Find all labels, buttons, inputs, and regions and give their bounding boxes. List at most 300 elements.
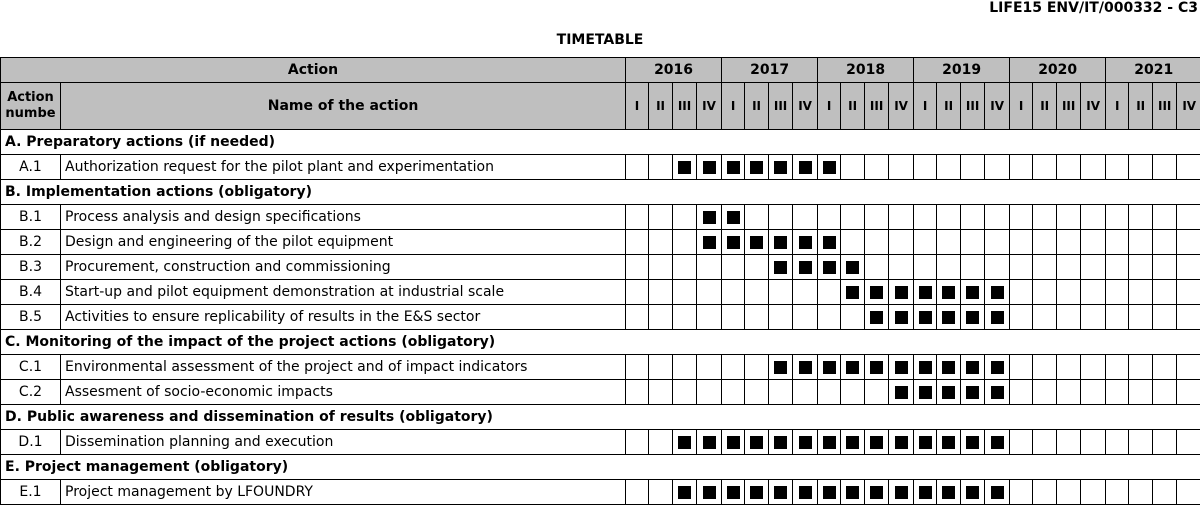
quarter-cell (673, 230, 697, 255)
header-row-quarters (1, 83, 1200, 130)
quarter-cell (793, 380, 818, 405)
scheduled-marker (799, 486, 812, 499)
page-title: TIMETABLE (556, 32, 644, 48)
quarter-cell (1129, 305, 1153, 330)
quarter-cell (769, 255, 793, 280)
quarter-cell (1106, 255, 1129, 280)
quarter-cell (1081, 205, 1106, 230)
scheduled-marker (799, 361, 812, 374)
quarter-cell (1033, 430, 1057, 455)
quarter-cell (818, 280, 841, 305)
quarter-cell (841, 155, 865, 180)
quarter-cell (1106, 155, 1129, 180)
quarter-cell (1033, 380, 1057, 405)
quarter-cell (841, 480, 865, 505)
quarter-cell (985, 480, 1010, 505)
quarter-cell (1129, 480, 1153, 505)
quarter-cell (1153, 480, 1177, 505)
quarter-cell (865, 355, 889, 380)
quarter-cell (1010, 255, 1033, 280)
quarter-cell (914, 280, 937, 305)
action-name: Procurement, construction and commissioning (61, 255, 626, 280)
quarter-cell (937, 230, 961, 255)
quarter-cell (818, 230, 841, 255)
quarter-cell (649, 255, 673, 280)
scheduled-marker (870, 286, 883, 299)
quarter-header: I (1106, 83, 1129, 130)
scheduled-marker (823, 486, 836, 499)
quarter-cell (722, 380, 745, 405)
quarter-cell (1057, 480, 1081, 505)
section-title: B. Implementation actions (obligatory) (1, 180, 1200, 205)
quarter-header: I (914, 83, 937, 130)
scheduled-marker (703, 486, 716, 499)
quarter-cell (937, 480, 961, 505)
quarter-cell (889, 155, 914, 180)
scheduled-marker (991, 386, 1004, 399)
quarter-cell (722, 255, 745, 280)
quarter-cell (1033, 230, 1057, 255)
quarter-cell (745, 355, 769, 380)
quarter-cell (1057, 305, 1081, 330)
quarter-cell (914, 380, 937, 405)
quarter-cell (769, 380, 793, 405)
quarter-cell (937, 430, 961, 455)
quarter-cell (937, 305, 961, 330)
quarter-cell (722, 430, 745, 455)
quarter-cell (865, 155, 889, 180)
quarter-cell (1057, 255, 1081, 280)
scheduled-marker (919, 286, 932, 299)
quarter-header: III (1153, 83, 1177, 130)
quarter-cell (697, 155, 722, 180)
quarter-cell (626, 230, 649, 255)
quarter-cell (1129, 280, 1153, 305)
scheduled-marker (774, 161, 787, 174)
quarter-cell (841, 380, 865, 405)
quarter-cell (961, 480, 985, 505)
quarter-cell (1081, 480, 1106, 505)
quarter-cell (1177, 380, 1200, 405)
scheduled-marker (727, 436, 740, 449)
quarter-cell (793, 230, 818, 255)
action-name: Project management by LFOUNDRY (61, 480, 626, 505)
action-name-header: Name of the action (61, 83, 626, 130)
action-row (1, 155, 1200, 180)
scheduled-marker (823, 261, 836, 274)
quarter-header: IV (1081, 83, 1106, 130)
scheduled-marker (895, 286, 908, 299)
quarter-cell (1177, 430, 1200, 455)
action-number: C.1 (1, 355, 61, 380)
quarter-header: II (841, 83, 865, 130)
quarter-cell (1010, 380, 1033, 405)
quarter-cell (673, 355, 697, 380)
scheduled-marker (846, 286, 859, 299)
quarter-cell (793, 480, 818, 505)
scheduled-marker (942, 286, 955, 299)
quarter-header: IV (985, 83, 1010, 130)
quarter-cell (985, 280, 1010, 305)
quarter-cell (1177, 355, 1200, 380)
scheduled-marker (823, 161, 836, 174)
quarter-cell (818, 205, 841, 230)
action-number: C.2 (1, 380, 61, 405)
year-header: 2021 (1106, 58, 1200, 83)
action-row (1, 305, 1200, 330)
quarter-cell (985, 230, 1010, 255)
quarter-cell (961, 430, 985, 455)
action-number: B.5 (1, 305, 61, 330)
quarter-cell (697, 255, 722, 280)
scheduled-marker (895, 486, 908, 499)
quarter-cell (1010, 205, 1033, 230)
quarter-cell (1177, 480, 1200, 505)
quarter-cell (889, 355, 914, 380)
quarter-cell (818, 355, 841, 380)
quarter-cell (626, 430, 649, 455)
quarter-cell (1153, 355, 1177, 380)
quarter-cell (1129, 430, 1153, 455)
quarter-cell (1106, 380, 1129, 405)
section-row (1, 405, 1200, 430)
scheduled-marker (870, 311, 883, 324)
quarter-cell (985, 380, 1010, 405)
scheduled-marker (727, 211, 740, 224)
quarter-cell (1081, 355, 1106, 380)
scheduled-marker (895, 361, 908, 374)
scheduled-marker (799, 436, 812, 449)
scheduled-marker (774, 436, 787, 449)
quarter-cell (697, 280, 722, 305)
quarter-cell (697, 480, 722, 505)
quarter-cell (865, 305, 889, 330)
quarter-cell (649, 305, 673, 330)
scheduled-marker (750, 436, 763, 449)
quarter-cell (626, 155, 649, 180)
quarter-cell (722, 305, 745, 330)
quarter-cell (649, 155, 673, 180)
scheduled-marker (846, 261, 859, 274)
action-number: D.1 (1, 430, 61, 455)
quarter-cell (937, 355, 961, 380)
scheduled-marker (799, 161, 812, 174)
quarter-cell (889, 305, 914, 330)
scheduled-marker (919, 486, 932, 499)
quarter-cell (865, 430, 889, 455)
quarter-cell (649, 280, 673, 305)
scheduled-marker (703, 236, 716, 249)
quarter-cell (961, 230, 985, 255)
scheduled-marker (727, 161, 740, 174)
quarter-header: IV (1177, 83, 1200, 130)
quarter-cell (1081, 380, 1106, 405)
action-number: E.1 (1, 480, 61, 505)
quarter-cell (673, 155, 697, 180)
scheduled-marker (678, 436, 691, 449)
quarter-cell (1177, 305, 1200, 330)
quarter-cell (673, 255, 697, 280)
scheduled-marker (966, 386, 979, 399)
quarter-cell (1177, 280, 1200, 305)
quarter-cell (626, 255, 649, 280)
quarter-header: IV (889, 83, 914, 130)
quarter-cell (961, 355, 985, 380)
quarter-header: III (1057, 83, 1081, 130)
quarter-cell (985, 255, 1010, 280)
quarter-cell (769, 430, 793, 455)
quarter-cell (914, 205, 937, 230)
quarter-cell (745, 430, 769, 455)
quarter-cell (841, 305, 865, 330)
quarter-cell (865, 380, 889, 405)
quarter-cell (745, 255, 769, 280)
scheduled-marker (727, 486, 740, 499)
quarter-cell (649, 230, 673, 255)
year-header: 2016 (626, 58, 722, 83)
quarter-cell (697, 355, 722, 380)
quarter-cell (1057, 380, 1081, 405)
quarter-cell (914, 355, 937, 380)
quarter-cell (1153, 205, 1177, 230)
quarter-header: I (1010, 83, 1033, 130)
quarter-cell (1010, 305, 1033, 330)
quarter-header: II (1129, 83, 1153, 130)
quarter-cell (1010, 430, 1033, 455)
year-header: 2019 (914, 58, 1010, 83)
section-row (1, 130, 1200, 155)
quarter-cell (889, 230, 914, 255)
quarter-cell (1057, 205, 1081, 230)
quarter-cell (793, 205, 818, 230)
quarter-cell (818, 430, 841, 455)
scheduled-marker (774, 236, 787, 249)
quarter-header: II (745, 83, 769, 130)
quarter-cell (1057, 355, 1081, 380)
quarter-cell (769, 355, 793, 380)
action-name: Environmental assessment of the project and of impact indicators (61, 355, 626, 380)
quarter-cell (841, 355, 865, 380)
section-row (1, 455, 1200, 480)
quarter-cell (889, 205, 914, 230)
quarter-cell (1057, 430, 1081, 455)
quarter-cell (1081, 155, 1106, 180)
quarter-cell (841, 205, 865, 230)
quarter-cell (769, 480, 793, 505)
quarter-header: IV (793, 83, 818, 130)
quarter-cell (649, 355, 673, 380)
quarter-cell (745, 155, 769, 180)
action-row (1, 280, 1200, 305)
quarter-cell (1033, 205, 1057, 230)
scheduled-marker (678, 161, 691, 174)
quarter-cell (1081, 255, 1106, 280)
quarter-cell (673, 280, 697, 305)
quarter-cell (914, 305, 937, 330)
action-name: Assesment of socio-economic impacts (61, 380, 626, 405)
quarter-cell (841, 430, 865, 455)
action-row (1, 380, 1200, 405)
scheduled-marker (919, 361, 932, 374)
scheduled-marker (966, 361, 979, 374)
quarter-cell (1033, 255, 1057, 280)
quarter-cell (914, 430, 937, 455)
action-name: Start-up and pilot equipment demonstration at industrial scale (61, 280, 626, 305)
scheduled-marker (774, 361, 787, 374)
quarter-cell (1153, 155, 1177, 180)
quarter-cell (1153, 280, 1177, 305)
quarter-cell (1177, 205, 1200, 230)
action-number: B.1 (1, 205, 61, 230)
section-row (1, 330, 1200, 355)
quarter-cell (769, 280, 793, 305)
quarter-cell (649, 380, 673, 405)
quarter-cell (914, 255, 937, 280)
section-row (1, 180, 1200, 205)
quarter-cell (649, 480, 673, 505)
quarter-cell (818, 255, 841, 280)
scheduled-marker (942, 486, 955, 499)
quarter-cell (818, 480, 841, 505)
quarter-cell (1106, 480, 1129, 505)
quarter-cell (1081, 280, 1106, 305)
quarter-header: II (1033, 83, 1057, 130)
quarter-cell (745, 380, 769, 405)
timetable (0, 57, 1200, 505)
quarter-cell (961, 280, 985, 305)
quarter-header: II (649, 83, 673, 130)
quarter-cell (745, 305, 769, 330)
quarter-cell (961, 380, 985, 405)
scheduled-marker (870, 486, 883, 499)
scheduled-marker (750, 236, 763, 249)
quarter-cell (937, 155, 961, 180)
quarter-cell (626, 480, 649, 505)
scheduled-marker (991, 361, 1004, 374)
quarter-cell (626, 280, 649, 305)
quarter-cell (818, 305, 841, 330)
quarter-cell (889, 430, 914, 455)
quarter-cell (889, 380, 914, 405)
quarter-cell (697, 205, 722, 230)
scheduled-marker (750, 161, 763, 174)
quarter-cell (1033, 155, 1057, 180)
scheduled-marker (991, 486, 1004, 499)
quarter-cell (961, 205, 985, 230)
section-title: C. Monitoring of the impact of the project actions (obligatory) (1, 330, 1200, 355)
scheduled-marker (870, 361, 883, 374)
quarter-cell (722, 280, 745, 305)
scheduled-marker (991, 436, 1004, 449)
scheduled-marker (703, 161, 716, 174)
quarter-cell (1033, 280, 1057, 305)
scheduled-marker (774, 486, 787, 499)
quarter-cell (1057, 155, 1081, 180)
quarter-cell (673, 430, 697, 455)
action-name: Design and engineering of the pilot equipment (61, 230, 626, 255)
quarter-cell (961, 255, 985, 280)
quarter-cell (1153, 255, 1177, 280)
action-number-header: Action numbe (1, 83, 61, 130)
quarter-cell (649, 205, 673, 230)
quarter-header: I (722, 83, 745, 130)
scheduled-marker (966, 436, 979, 449)
section-title: E. Project management (obligatory) (1, 455, 1200, 480)
quarter-cell (745, 205, 769, 230)
quarter-cell (1129, 230, 1153, 255)
scheduled-marker (919, 311, 932, 324)
quarter-cell (697, 380, 722, 405)
scheduled-marker (919, 436, 932, 449)
action-header: Action (1, 58, 626, 83)
action-name: Authorization request for the pilot plant and experimentation (61, 155, 626, 180)
quarter-cell (865, 230, 889, 255)
quarter-cell (889, 255, 914, 280)
action-name: Dissemination planning and execution (61, 430, 626, 455)
quarter-cell (985, 355, 1010, 380)
scheduled-marker (678, 486, 691, 499)
scheduled-marker (966, 286, 979, 299)
scheduled-marker (991, 311, 1004, 324)
document-reference: LIFE15 ENV/IT/000332 - C3 (989, 0, 1198, 16)
scheduled-marker (870, 436, 883, 449)
quarter-cell (1010, 230, 1033, 255)
scheduled-marker (846, 486, 859, 499)
quarter-cell (841, 280, 865, 305)
quarter-cell (722, 230, 745, 255)
quarter-cell (961, 155, 985, 180)
quarter-cell (1057, 230, 1081, 255)
action-number: B.4 (1, 280, 61, 305)
quarter-cell (1129, 155, 1153, 180)
quarter-cell (1033, 355, 1057, 380)
quarter-cell (769, 155, 793, 180)
quarter-cell (914, 480, 937, 505)
quarter-header: III (769, 83, 793, 130)
header-row-years (1, 58, 1200, 83)
quarter-cell (745, 480, 769, 505)
quarter-cell (985, 305, 1010, 330)
quarter-cell (1129, 205, 1153, 230)
section-title: A. Preparatory actions (if needed) (1, 130, 1200, 155)
quarter-cell (1177, 230, 1200, 255)
quarter-cell (673, 480, 697, 505)
quarter-cell (914, 230, 937, 255)
quarter-cell (722, 355, 745, 380)
quarter-cell (722, 480, 745, 505)
quarter-cell (937, 255, 961, 280)
quarter-cell (626, 305, 649, 330)
quarter-header: IV (697, 83, 722, 130)
quarter-cell (985, 205, 1010, 230)
scheduled-marker (799, 261, 812, 274)
quarter-cell (1153, 380, 1177, 405)
quarter-cell (649, 430, 673, 455)
quarter-cell (889, 280, 914, 305)
scheduled-marker (919, 386, 932, 399)
quarter-cell (841, 255, 865, 280)
quarter-cell (673, 205, 697, 230)
scheduled-marker (750, 486, 763, 499)
quarter-cell (673, 380, 697, 405)
quarter-cell (1010, 155, 1033, 180)
quarter-cell (1033, 305, 1057, 330)
quarter-cell (1010, 355, 1033, 380)
scheduled-marker (966, 486, 979, 499)
scheduled-marker (942, 361, 955, 374)
scheduled-marker (823, 361, 836, 374)
quarter-cell (793, 355, 818, 380)
